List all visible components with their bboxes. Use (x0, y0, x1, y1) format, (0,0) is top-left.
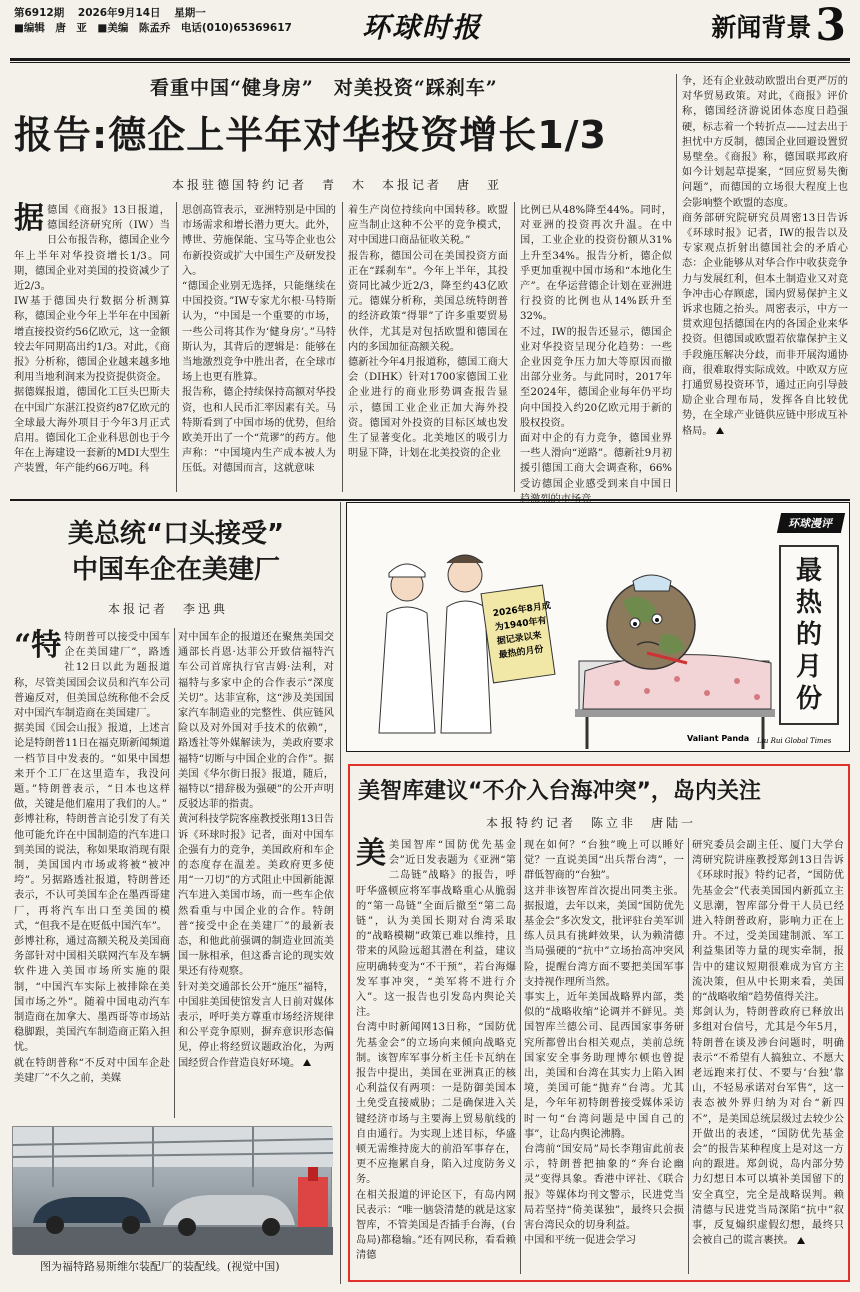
cartoon-illustration (347, 503, 851, 753)
column-divider (676, 74, 677, 492)
issue-date: 2026年9月14日 (77, 7, 161, 19)
svg-text:2026年8月成: 2026年8月成 (492, 601, 552, 620)
lead-column-4: 比例已从48%降至44%。同时，对亚洲的投资再次升温。在中国，工业企业的投资份额从31%上升至34%。报告分析，德企似乎更加重视中国市场和“本地化生产”。在华运营德企计划在亚洲进行投资的比例也从14%跃升至32%。 不过，IW的报告还显示，德国企业对华投资呈现分化趋势：一些企业因竞争压力加大等原因而撤出部分业务。与此同时，2017年至2024年，德国企业每年仍平均向中国投入约20亿欧元用于新的股权投资。 面对中企的有力竞争，德国业界一些人滑向“逆路”。德新社9月初援引德国工商大会调查称，66%受访德国企业感受到来自中国日 (520, 205, 672, 490)
end-mark-icon (797, 1237, 805, 1244)
article3-byline: 本报特约记者 陈立非 唐陆一 (486, 816, 697, 830)
column-divider (688, 838, 689, 1274)
article3-headline: 美智库建议“不介入台海冲突”，岛内关注 (358, 779, 761, 804)
assembly-line-illustration (13, 1127, 333, 1255)
article2-dropcap: “特 (14, 628, 62, 663)
column-divider (340, 502, 341, 1284)
section-name: 新闻背景 (711, 13, 812, 42)
svg-text:为1940年有: 为1940年有 (494, 615, 548, 634)
newspaper-logo: 环球时报 (361, 11, 482, 44)
masthead-info (14, 6, 292, 36)
cartoon-brand: 环球漫评 (777, 513, 845, 533)
section-header (711, 0, 846, 51)
editorial-cartoon (346, 502, 850, 752)
masthead-rule (10, 58, 850, 61)
svg-text:最热的月份: 最热的月份 (498, 644, 545, 661)
article2-column-2: 对中国车企的报道还在聚焦美国交通部长肖恩·达菲公开致信福特汽车公司首席执行官吉姆·法利，对福特与多家中企的合作表示“深度关切”。达菲宣称，这“涉及美国国家汽车制造业的完整性、供应链风险以及对外国对手技术的依赖”，路透社等外媒解读为，美政府要求福特“切断与中国企业的合作”。据美国《华尔街日报》报道，随后，福特以“措辞极为强硬”的公开声明反驳达菲的指责。 黄河科技学院客座教授张翔13日告诉《环球时报》记者，面对中国车企强有力的竞争，美国政府和车企的态度存在温差。美政府更多使用“一刀切”的方式阻止中国新能源汽车进入美国市场，而一些车企依然看重与中国企业的合作。特朗普“接受中企在美建厂”的最新表态，和他此前强调的制造业回流美国一脉相承，但这番言论的现实效果还有待观察。 针对美交通部长公开“施压”福特，中国驻美国使馆发言人日前对媒体表示，呼吁美方尊重市场经济规律和公平竞争原则，摒弃意识形态偏见，停止将经贸议题政治化，为两国经贸合作营造良好环境。 (178, 632, 334, 1069)
lead-byline: 本报驻德国特约记者 青 木 本报记者 唐 亚 (172, 178, 503, 192)
lead-column-1: 据德国《商报》13日报道，德国经济研究所（IW）当日公布报告称，德国企业今年上半年对华投资增长1/3。同期，德国企业对美国的投资减少了近2/3。 IW基于德国央行数据分析测算称，德国企业今年上半年在中国新增直接投资约56亿欧元，这一金额较去年同期高出约1/3。对此，《商报》分析称，德国企业越来越多地利用当地利润来为投资提供资金。 据德媒报道，德国化工巨头巴斯夫在中国广东湛江投资约87亿欧元的全球最大海外项目于今年3月正式启用。德国化工企业科思创也于今年在上海建设一套新的MDI大型生产装置，年产能约66万吨。科 (14, 201, 170, 475)
article2-headline: 美总统“口头接受” 中国车企在美建厂 (67, 519, 285, 585)
lead-column-3: 着生产岗位持续向中国转移。欧盟应当制止这种不公平的竞争模式，对中国进口商品征收关税。” 报告称，德国公司在美国投资方面正在“踩刹车”。今年上半年，其投资同比减少近2/3，降至约43亿欧元。德媒分析称，美国总统特朗普的经济政策“得罪”了许多重要贸易伙伴，尤其是对包括欧盟和德国在内的多国加征高额关税。 德新社今年4月报道称，德国工商大会（DIHK）针对1700家德国工业企业进行的商业形势调查报告显示，德国工业企业正加大海外投资。德国对外投资的目标区域也发生了显著变化。北美地区的吸引力明显下降，计划在北美投资的企业 (348, 205, 508, 460)
article3-column-3: 研究委员会副主任、厦门大学台湾研究院讲座教授郑剑13日告诉《环球时报》特约记者，“国防优先基金会”代表美国国内新孤立主义思潮，智库部分骨干人员已经进入特朗普政府，影响力正在上升。不过，受美国建制派、军工利益集团等力量的现实牵制，报告中的建议短期很难成为官方主流决策，但从中长期来看，美国的“战略收缩”趋势值得关注。 郑剑认为，特朗普政府已释放出多组对台信号，尤其是今年5月，特朗普在谈及涉台问题时，明确表示“不希望有人搞独立、不愿大老远跑来打仗、不要与‘台独’靠山，不轻易承诺对台军售”，这一表态被外界归纳为对台“新四不”，是美国总统层级过去较少公开做出的表述，“国防优先基金会”的报告某种程度上是对这一方向的跟进。郑剑说，岛内部分势力幻想日本可以填补美国留下的安全真空，完全是战略误判。赖清德与民进党当局深陷“抗中”叙事，反复煽织虚假幻想，最终只会被自己的谎言裹挟。 (692, 840, 844, 1247)
article3-column-1: 美美国智库“国防优先基金会”近日发表题为《亚洲“第二岛链”战略》的报告，呼吁华盛顿应将军事战略重心从脆弱的“第一岛链”全面后撤至“第二岛链”，认为美国长期对台湾采取的“战略模糊”政策已难以维持，且带来的风险远超其潜在利益，建议应明确转变为“不干预”，若台海爆发军事冲突，“美军将不进行介入”。这一报告也引发岛内舆论关注。 台湾中时新闻网13日称，“国防优先基金会”的立场向来倾向战略克制。该智库军事分析主任卡瓦纳在报告中提出，美国在亚洲真正的核心利益仅有两项：一是防御美国本土免受直接威胁；二是确保进入关键经济市场与主要海上贸易航线的自由通行。为实现上述目标，华盛顿无需维持庞大的前沿军事存在，更不应拖累自身，陷入过度防务义务。 在相关报道的评论区下，有岛内网民表示：“唯一脑袋清楚的就是这家智库，不管美国是否插手台海，(台岛局)都稳输。”还有网民称，看看赖清德 (356, 836, 516, 1262)
article2-column-1: “特特朗普可以接受中国车企在美国建厂”，路透社12日以此为题报道称，尽管美国国会议员和汽车公司普遍反对，但美国总统称他不会反对中国汽车制造商在美国建厂。 据美国《国会山报》报道，上述言论是特朗普11日在福克斯新闻频道一档节目中发表的。“如果中国想来开个工厂在这里造车，我没问题。”特朗普表示，“日本也这样做，关键是他们雇用了我们的人。” 彭博社称，特朗普言论引发了有关他可能允许在中国制造的汽车进口到美国的说法，称如果取消现有限制，美国国内市场或将被“被冲垮”。另据路透社报道，特朗普还表示，不认可美国车企在墨西哥建厂，再将汽车出口至美国的模式，“但我不是在贬低中国汽车”。 彭博社称，通过高额关税及美国商务部针对中国相关联网汽车及车辆软件进入美国市场所实施的限制，“中国汽车实际上被排除在美国市场之外”。随着中国电动汽车制造商在加拿大、墨西哥等市场站稳脚跟，美国汽车制造商正陷入担忧。 就在特朗普称“不反对中国车企赴美建厂”不久之前，美媒 (14, 628, 170, 1084)
svg-text:Valiant Panda: Valiant Panda (687, 734, 750, 743)
section-rule (10, 499, 850, 501)
svg-text:据记录以来: 据记录以来 (496, 630, 543, 647)
lead-kicker: 看重中国“健身房” 对美投资“踩刹车” (150, 77, 498, 99)
article3-dropcap: 美 (356, 836, 386, 871)
issue-number: 第6912期 (14, 7, 65, 19)
lead-headline: 报告:德企上半年对华投资增长1/3 (14, 113, 607, 157)
editor-line: ■编辑 唐 亚 ■美编 陈孟乔 电话(010)65369617 (14, 22, 292, 34)
article2-byline: 本报记者 李迅典 (108, 602, 229, 616)
lead-column-5: 争，还有企业鼓动欧盟出台更严厉的对华贸易政策。对此，《商报》评价称，德国经济游说团体态度日趋强硬，标志着一个转折点——过去出于担忧中方反制，德国企业回避设置贸易壁垒。《商报》称，德国联邦政府如今计划起草提案，“回应贸易失衡问题”，而德国的立场很大程度上也会影响整个欧盟的态度。 商务部研究院研究员周密13日告诉《环球时报》记者，IW的报告以及专家观点折射出德国社会的矛盾心态：企业能够从对华合作中收获竞争力与发展红利，但本土制造业又对竞争冲击心存顾虑，国内贸易保护主义诉求也随之抬头。周密表示，中方一贯欢迎包括德国在内的各国企业来华投资。但德国或欧盟若依靠保护主义手段施压解决分歧，而非开展沟通协商，很难取得实际成效。中欧双方应打通贸易投资环节，通过正向引导鼓励企业合理布局，发挥各自比较优势，在全球产业链供应链中形成互补格局。 (682, 76, 848, 437)
end-mark-icon (303, 1059, 311, 1066)
factory-photo (12, 1126, 332, 1254)
svg-text:Liu Rui Global Times: Liu Rui Global Times (757, 737, 832, 745)
lead-column-2: 思创高管表示，亚洲特别是中国的市场需求和增长潜力更大。此外，博世、劳施保能、宝马等企业也公布新投资或扩大中国生产及研发投入。 “德国企业别无选择，只能继续在中国投资。”IW专家尤尔根·马特斯认为，“中国是一个重要的市场，一些公司将其作为‘健身房’。”马特斯认为，其背后的逻辑是：能够在当地激烈竞争中胜出者，在全球市场上也更有胜算。 报告称，德企持续保持高额对华投资，也和人民币汇率因素有关。马特斯看到了中国市场的优势，但给欧美开出了一个“荒谬”的药方。他声称：“中国境内生产成本被人为压低。对德国而言，这就意味 (182, 205, 336, 475)
column-divider (174, 628, 175, 1118)
photo-caption: 图为福特路易斯维尔装配厂的装配线。(视觉中国) (40, 1260, 280, 1273)
cartoon-title: 最 热 的 月 份 (779, 545, 839, 725)
page-number: 3 (815, 0, 846, 51)
lead-dropcap: 据 (14, 201, 44, 236)
article3-column-2: 现在如何？“台独”晚上可以睡好觉？一直说美国“出兵帮台湾”，一群低智商的“台独”。 这并非该智库首次提出同类主张。据报道，去年以来，美国“国防优先基金会”多次发文，批评驻台美军训练人员具有挑衅效果，认为赖清德当局强硬的“抗中”立场抬高冲突风险，提醒台湾方面不要把美国军事支持视作理所当然。 事实上，近年美国战略界内部，类似的“战略收缩”论调并不鲜见。美国智库兰德公司、昆西国家事务研究所都曾出台相关观点，美前总统国家安全事务助理博尔顿也曾提出，美国和台湾在其实力上陷入困境，美国可能“抛弃”台湾。尤其是，今年年初特朗普接受媒体采访时一句“台湾问题是中国自己的事”，让岛内舆论沸腾。 台湾前“国安局”局长李翔宙此前表示，特朗普把抽象的“奔台论幽灵”变得具象。香港中评社、《联合报》等媒体均刊文警示，民进党当局若坚持“倚美谋独”，最终只会损害台湾民众的切身利益。 中国和平统一促进会学习 (524, 840, 684, 1247)
column-divider (520, 838, 521, 1274)
masthead-rule-thin (10, 62, 850, 63)
column-divider (342, 202, 343, 492)
column-divider (514, 202, 515, 492)
column-divider (176, 202, 177, 492)
end-mark-icon (716, 427, 724, 434)
issue-weekday: 星期一 (174, 7, 206, 19)
